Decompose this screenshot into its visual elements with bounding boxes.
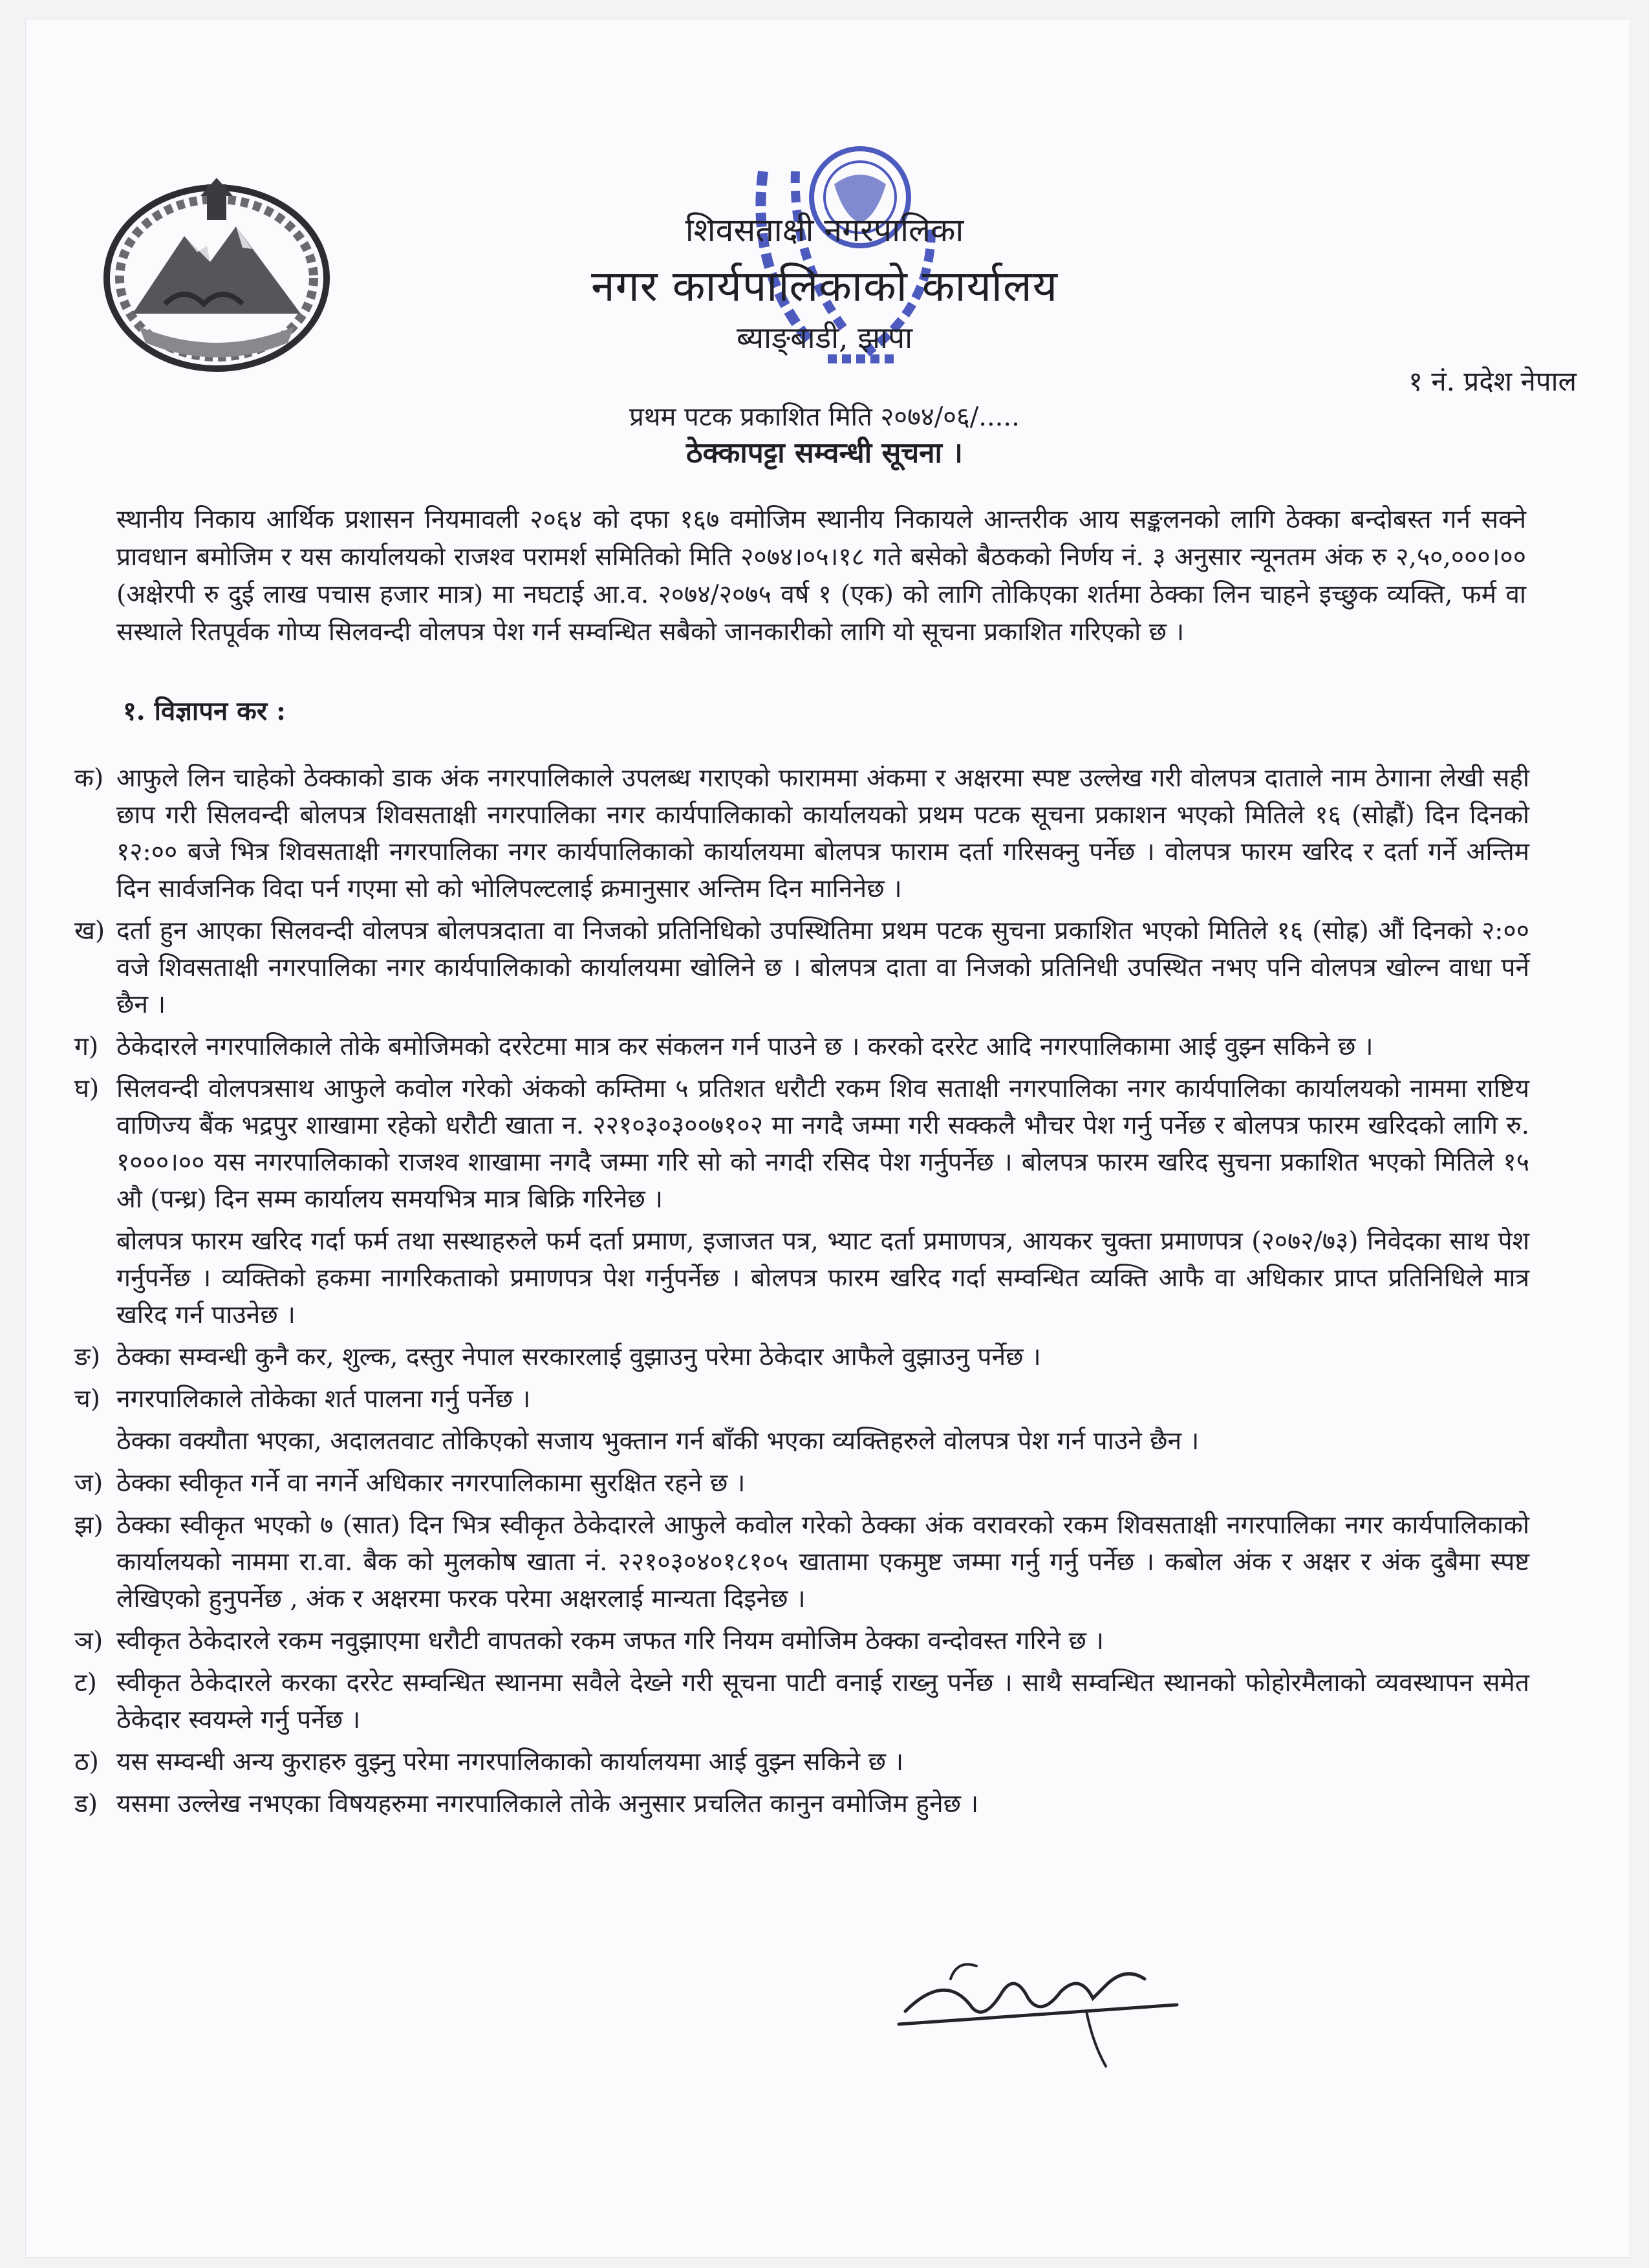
list-item bbox=[74, 1507, 1529, 1617]
office-name: नगर कार्यपालिकाको कार्यालय bbox=[591, 261, 1058, 311]
item-text: स्वीकृत ठेकेदारले रकम नवुझाएमा धरौटी वापतको रकम जफत गरि नियम वमोजिम ठेक्का वन्दोवस्त गरिने छ । bbox=[116, 1626, 1105, 1656]
item-text: ठेक्का सम्वन्धी कुनै कर, शुल्क, दस्तुर नेपाल सरकारलाई वुझाउनु परेमा ठेकेदार आफैले वुझाउनु पर्नेछ । bbox=[116, 1343, 1041, 1372]
item-text: यसमा उल्लेख नभएका विषयहरुमा नगरपालिकाले तोके अनुसार प्रचलित कानुन वमोजिम हुनेछ । bbox=[116, 1789, 979, 1819]
item-continuation: बोलपत्र फारम खरिद गर्दा फर्म तथा सस्थाहरुले फर्म दर्ता प्रमाण, इजाजत पत्र, भ्याट दर्ता प्रमाणपत्र, आयकर चुक्ता प्रमाणपत्र (२०७२/७३) निवेदका साथ पेश गर्नुपर्नेछ । व्यक्तिको हकमा नागरिकताको प्रमाणपत्र पेश गर्नुपर्नेछ । बोलपत्र फारम खरिद गर्दा सम्वन्धित व्यक्ति आफै वा अधिकार प्राप्त प्रतिनिधिले मात्र खरिद गर्न पाउनेछ । bbox=[116, 1227, 1529, 1330]
section-title: १. विज्ञापन कर : bbox=[123, 696, 286, 726]
list-item bbox=[74, 1786, 1529, 1822]
item-label: ग) bbox=[74, 1032, 99, 1061]
item-label: ड) bbox=[74, 1789, 98, 1819]
item-label: च) bbox=[74, 1385, 100, 1414]
item-label: ज) bbox=[74, 1469, 103, 1498]
list-item bbox=[74, 1381, 1529, 1418]
signature bbox=[892, 1934, 1203, 2076]
nepal-emblem-icon bbox=[87, 165, 346, 378]
item-text: सिलवन्दी वोलपत्रसाथ आफुले कवोल गरेको अंकको कम्तिमा ५ प्रतिशत धरौटी रकम शिव सताक्षी नगरपालिका नगर कार्यपालिका कार्यालयको नाममा राष्टिय वाणिज्य बैंक भद्रपुर शाखामा रहेको धरौटी खाता न. २२१०३०३००७१०२ मा नगदै जम्मा गरी सक्कलै भौचर पेश गर्नु पर्नेछ र बोलपत्र फारम खरिदको लागि रु. १०००।०० यस नगरपालिकाको राजश्व शाखामा नगदै जम्मा गरि सो को नगदी रसिद पेश गर्नुपर्नेछ । बोलपत्र फारम खरिद सुचना प्रकाशित भएको मितिले १५ औ (पन्ध्र) दिन सम्म कार्यालय समयभित्र मात्र बिक्रि गरिनेछ । bbox=[116, 1074, 1529, 1214]
item-text: ठेक्का वक्यौता भएका, अदालतवाट तोकिएको सजाय भुक्तान गर्न बाँकी भएका व्यक्तिहरुले वोलपत्र पेश गर्न पाउने छैन । bbox=[116, 1427, 1200, 1456]
item-label: ट) bbox=[74, 1669, 97, 1698]
item-text: नगरपालिकाले तोकेका शर्त पालना गर्नु पर्नेछ । bbox=[116, 1385, 531, 1414]
item-text: यस सम्वन्धी अन्य कुराहरु वुझ्नु परेमा नगरपालिकाको कार्यालयमा आई वुझ्न सकिने छ । bbox=[116, 1747, 904, 1777]
item-text: स्वीकृत ठेकेदारले करका दररेट सम्वन्धित स्थानमा सवैले देख्ने गरी सूचना पाटी वनाई राख्नु पर्नेछ । साथै सम्वन्धित स्थानको फोहोरमैलाको व्यवस्थापन समेत ठेकेदार स्वयम्ले गर्नु पर्नेछ । bbox=[116, 1669, 1529, 1734]
item-label: झ) bbox=[74, 1511, 103, 1540]
list-item bbox=[74, 1070, 1529, 1218]
province-label: १ नं. प्रदेश नेपाल bbox=[1408, 365, 1577, 397]
list-item bbox=[74, 1744, 1529, 1780]
item-text: ठेक्का स्वीकृत भएको ७ (सात) दिन भित्र स्वीकृत ठेकेदारले आफुले कवोल गरेको ठेक्का अंक वरावरको रकम शिवसताक्षी नगरपालिका नगर कार्यपालिकाको कार्यालयको नाममा रा.वा. बैक को मुलकोष खाता नं. २२१०३०४०१८१०५ खातामा एकमुष्ट जम्मा गर्नु गर्नु पर्नेछ । कबोल अंक र अक्षर र अंक दुबैमा स्पष्ट लेखिएको हुनुपर्नेछ , अंक र अक्षरमा फरक परेमा अक्षरलाई मान्यता दिइनेछ । bbox=[116, 1511, 1529, 1614]
item-label: क) bbox=[74, 764, 104, 793]
item-label: ङ) bbox=[74, 1343, 101, 1372]
office-address: ब्याङ्बाडी, झापा bbox=[737, 320, 912, 355]
list-item bbox=[74, 1465, 1529, 1502]
notice-subject: ठेक्कापट्टा सम्वन्धी सूचना । bbox=[686, 437, 963, 470]
notice-intro: स्थानीय निकाय आर्थिक प्रशासन नियमावली २०६४ को दफा १६७ वमोजिम स्थानीय निकायले आन्तरीक आय सङ्कलनको लागि ठेक्का बन्दोबस्त गर्न सक्ने प्रावधान बमोजिम र यस कार्यालयको राजश्व परामर्श समितिको मिति २०७४।०५।१८ गते बसेको बैठकको निर्णय नं. ३ अनुसार न्यूनतम अंक रु २,५०,०००।०० (अक्षेरपी रु दुई लाख पचास हजार मात्र) मा नघटाई आ.व. २०७४/२०७५ वर्ष १ (एक) को लागि तोकिएका शर्तमा ठेक्का लिन चाहने इच्छुक व्यक्ति, फर्म वा सस्थाले रितपूर्वक गोप्य सिलवन्दी वोलपत्र पेश गर्न सम्वन्धित सबैको जानकारीको लागि यो सूचना प्रकाशित गरिएको छ । bbox=[116, 505, 1526, 647]
municipality-name: शिवसताक्षी नगरपालिका bbox=[685, 211, 964, 249]
item-label: ञ) bbox=[74, 1626, 103, 1656]
list-item bbox=[74, 913, 1529, 1023]
item-text: दर्ता हुन आएका सिलवन्दी वोलपत्र बोलपत्रदाता वा निजको प्रतिनिधिको उपस्थितिमा प्रथम पटक सुचना प्रकाशित भएको मितिले १६ (सोह्र) औं दिनको २:०० वजे शिवसताक्षी नगरपालिका नगर कार्यपालिकाको कार्यालयमा खोलिने छ । बोलपत्र दाता वा निजको प्रतिनिधी उपस्थित नभए पनि वोलपत्र खोल्न वाधा पर्ने छैन । bbox=[116, 916, 1529, 1019]
terms-list bbox=[74, 760, 1529, 1828]
item-text: ठेक्का स्वीकृत गर्ने वा नगर्ने अधिकार नगरपालिकामा सुरक्षित रहने छ । bbox=[116, 1469, 746, 1498]
list-item bbox=[74, 1339, 1529, 1376]
list-item bbox=[74, 1028, 1529, 1065]
item-label: ठ) bbox=[74, 1747, 99, 1777]
publication-date: प्रथम पटक प्रकाशित मिति २०७४/०६/..... bbox=[629, 402, 1020, 432]
list-item bbox=[74, 1623, 1529, 1659]
item-label: ख) bbox=[74, 916, 105, 945]
item-label: घ) bbox=[74, 1074, 100, 1103]
list-item bbox=[74, 1665, 1529, 1738]
item-text: आफुले लिन चाहेको ठेक्काको डाक अंक नगरपालिकाले उपलब्ध गराएको फाराममा अंकमा र अक्षरमा स्पष्ट उल्लेख गरी वोलपत्र दाताले नाम ठेगाना लेखी सही छाप गरी सिलवन्दी बोलपत्र शिवसताक्षी नगरपालिका नगर कार्यपालिकाको कार्यालयको प्रथम पटक सूचना प्रकाशन भएको मितिले १६ (सोह्रौं) दिन दिनको १२:०० बजे भित्र शिवसताक्षी नगरपालिका नगर कार्यपालिकाको कार्यालयमा बोलपत्र फाराम दर्ता गरिसक्नु पर्नेछ । वोलपत्र फारम खरिद र दर्ता गर्ने अन्तिम दिन सार्वजनिक विदा पर्न गएमा सो को भोलिपल्टलाई क्रमानुसार अन्तिम दिन मानिनेछ । bbox=[116, 764, 1529, 903]
list-item bbox=[74, 760, 1529, 907]
list-item bbox=[74, 1423, 1529, 1460]
item-text: ठेकेदारले नगरपालिकाले तोके बमोजिमको दररेटमा मात्र कर संकलन गर्न पाउने छ । करको दररेट आदि नगरपालिकामा आई वुझ्न सकिने छ । bbox=[116, 1032, 1374, 1061]
